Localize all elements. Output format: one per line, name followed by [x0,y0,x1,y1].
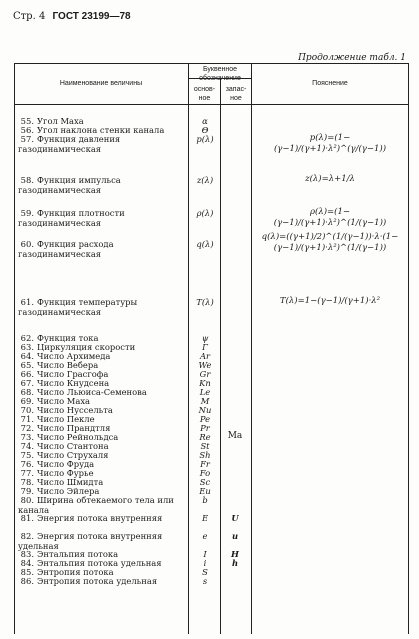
row-name: Угол наклона стенки канала [37,125,165,135]
main-symbol: Sh [199,450,211,460]
page-number: Стр. 4 [13,11,46,22]
row-number: 83. [20,549,34,559]
main-symbol: E [201,513,209,523]
row-name: Число Шмидта [37,477,104,487]
row-number: 76. [20,459,34,469]
row-number: 79. [20,486,34,496]
row-number: 64. [20,351,34,361]
main-symbol: ψ [201,333,209,343]
main-symbol: Fr [200,459,210,469]
quantity-name [18,514,182,524]
reserve-symbol: U [231,513,239,523]
continuation-label: Продолжение табл. 1 [298,53,406,63]
row-name: Число Кнудсена [37,378,110,388]
row-number: 84. [20,558,34,568]
row-name: Энтропия потока [37,567,114,577]
standard-code: ГОСТ 23199—78 [52,11,131,22]
row-name: Число Нуссельта [37,405,113,415]
quantity-name [18,298,182,317]
main-symbol: b [202,495,208,505]
row-number: 86. [20,576,34,586]
row-name: Функция температуры газодинамическая [18,297,138,317]
explanation-formula: ρ(λ)=(1−(γ−1)/(γ+1)·λ²)^(1/(γ−1)) [273,207,387,228]
main-symbol: Kn [199,378,211,388]
table [14,63,409,634]
reserve-symbol: h [231,558,239,568]
row-name: Циркуляция скорости [37,342,136,352]
main-symbol: Θ [201,125,209,135]
row-number: 73. [20,432,34,442]
row-number: 70. [20,405,34,415]
row-number: 75. [20,450,34,460]
row-name: Число Фруда [37,459,95,469]
row-name: Число Фурье [37,468,94,478]
row-number: 67. [20,378,34,388]
main-symbol: z(λ) [196,175,214,185]
row-number: 61. [20,297,34,307]
row-number: 85. [20,567,34,577]
row-name: Число Пекле [37,414,95,424]
main-symbol: i [203,558,207,568]
explanation-formula: z(λ)=λ+1/λ [305,174,355,184]
row-name: Число Вебера [37,360,99,370]
row-number: 57. [20,134,34,144]
main-symbol: p(λ) [196,134,214,144]
row-name: Число Рейнольдса [37,432,119,442]
col-reserve-header: запас-ное [225,86,247,102]
main-symbol: q(λ) [196,239,214,249]
col-explanation-header: Пояснение [312,80,348,87]
row-number: 82. [20,531,34,541]
main-symbol: Nu [198,405,212,415]
main-symbol: Gr [199,369,211,379]
main-symbol: e [202,531,208,541]
main-symbol: Eu [199,486,211,496]
main-symbol: α [202,116,208,126]
explanation-formula: q(λ)=((γ+1)/2)^(1/(γ−1))·λ·(1−(γ−1)/(γ+1)·λ²)^(1/(γ−1)) [261,232,399,253]
row-name: Ширина обтекаемого тела или канала [18,495,174,515]
row-number: 71. [20,414,34,424]
row-number: 69. [20,396,34,406]
row-name: Функция плотности газодинамическая [18,208,125,228]
main-symbol: Pr [200,423,210,433]
explanation-formula: T(λ)=1−(γ−1)/(γ+1)·λ² [279,296,381,306]
row-number: 58. [20,175,34,185]
row-number: 81. [20,513,34,523]
row-name: Число Маха [37,396,91,406]
col-name-header: Наименование величины [59,80,143,87]
main-symbol: Γ [202,342,208,352]
row-name: Функция тока [37,333,99,343]
row-number: 56. [20,125,34,135]
main-symbol: Re [199,432,211,442]
quantity-name [18,240,182,259]
row-name: Число Эйлера [37,486,100,496]
row-number: 60. [20,239,34,249]
row-number: 59. [20,208,34,218]
quantity-name [18,135,182,154]
main-symbol: Fo [199,468,211,478]
row-name: Энтропия потока удельная [37,576,158,586]
row-name: Число Архимеда [37,351,111,361]
quantity-name [18,577,182,587]
mach-reserve-symbol: Ma [227,431,243,441]
row-name: Энтальпия потока [37,549,119,559]
row-number: 72. [20,423,34,433]
main-symbol: T(λ) [196,297,214,307]
row-number: 74. [20,441,34,451]
main-symbol: ρ(λ) [196,208,214,218]
main-symbol: Le [199,387,211,397]
row-number: 78. [20,477,34,487]
row-name: Функция расхода газодинамическая [18,239,114,259]
row-name: Функция импульса газодинамическая [18,175,121,195]
reserve-symbol: H [231,549,239,559]
row-number: 55. [20,116,34,126]
main-symbol: s [202,576,208,586]
row-number: 66. [20,369,34,379]
row-number: 65. [20,360,34,370]
quantity-name [18,176,182,195]
main-symbol: Sc [199,477,211,487]
row-name: Число Льюиса-Семенова [37,387,147,397]
row-name: Энергия потока внутренняя [37,513,163,523]
row-name: Число Стантона [37,441,109,451]
row-name: Энтальпия потока удельная [37,558,162,568]
row-number: 63. [20,342,34,352]
row-number: 62. [20,333,34,343]
main-symbol: S [202,567,208,577]
row-number: 68. [20,387,34,397]
row-number: 77. [20,468,34,478]
row-name: Число Грасгофа [37,369,109,379]
row-name: Функция давления газодинамическая [18,134,121,154]
explanation-formula: p(λ)=(1−(γ−1)/(γ+1)·λ²)^(γ/(γ−1)) [273,133,387,154]
row-name: Число Прандтля [37,423,111,433]
main-symbol: Pe [199,414,211,424]
col-designation-header: Буквенное обозначение [199,66,241,82]
quantity-name [18,209,182,228]
main-symbol: St [200,441,210,451]
main-symbol: Ar [199,351,211,361]
row-name: Угол Маха [37,116,84,126]
col-main-header: основ-ное [193,86,216,102]
page-header [13,11,131,22]
row-name: Энергия потока внутренняя удельная [18,531,163,551]
reserve-symbol: u [231,531,239,541]
row-number: 80. [20,495,34,505]
main-symbol: I [203,549,207,559]
main-symbol: We [198,360,212,370]
main-symbol: M [200,396,210,406]
row-name: Число Струхаля [37,450,109,460]
